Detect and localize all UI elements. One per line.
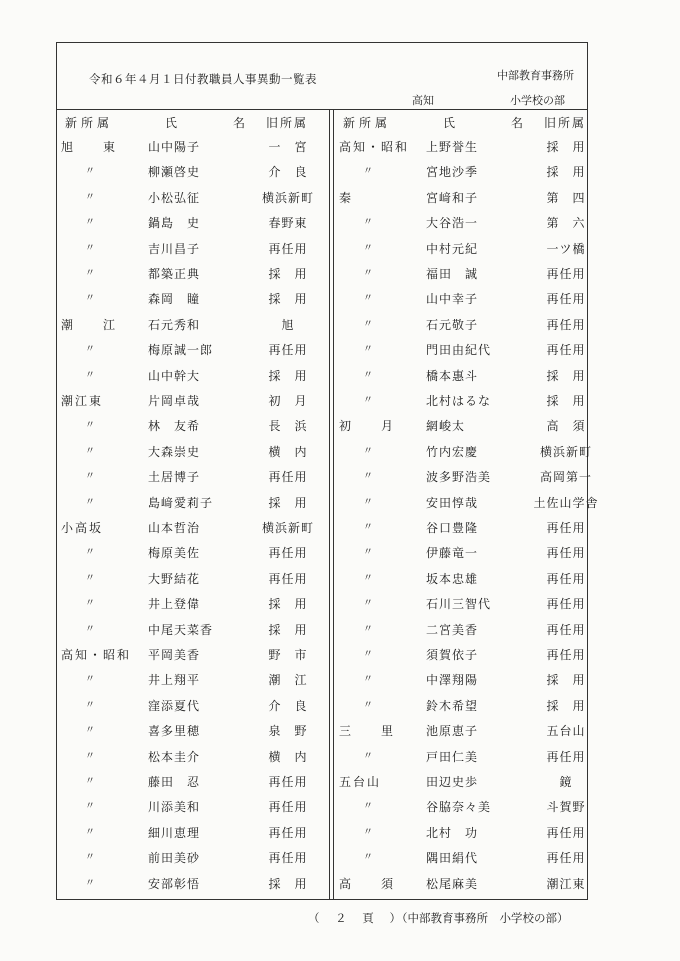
new-post: 〃: [85, 166, 95, 178]
table-row: [61, 668, 327, 692]
teacher-name: 窪添夏代: [148, 698, 201, 713]
new-post: 〃: [363, 445, 373, 457]
teacher-name: 門田由紀代: [426, 343, 492, 358]
teacher-name: 小松弘征: [148, 190, 201, 205]
old-post: 再任用: [546, 292, 586, 307]
table-row: [339, 872, 589, 896]
new-post: 〃: [85, 496, 95, 508]
old-post: 再任用: [268, 571, 308, 586]
teacher-name: 中村元紀: [426, 241, 479, 256]
new-post: 小高坂: [61, 521, 104, 535]
old-post: 横浜新町: [261, 190, 314, 205]
teacher-name: 宮﨑和子: [426, 190, 479, 205]
new-post: 高知・昭和: [339, 140, 410, 154]
new-post: 〃: [363, 750, 373, 762]
new-post: 〃: [85, 725, 95, 737]
teacher-name: 山中幸子: [426, 292, 479, 307]
new-post: 〃: [363, 623, 373, 635]
table-row: [61, 389, 327, 413]
teacher-name: 山中陽子: [148, 140, 201, 154]
new-post: 〃: [85, 445, 95, 457]
teacher-name: 谷口豊隆: [426, 521, 479, 535]
teacher-name: 上野誉生: [426, 140, 479, 154]
table-row: [61, 872, 327, 896]
old-post: 採 用: [546, 165, 586, 180]
teacher-name: 石元秀和: [148, 317, 201, 332]
old-post: 再任用: [546, 851, 586, 866]
table-row: [339, 465, 592, 489]
old-post: 採 用: [546, 698, 586, 713]
teacher-name: 石川三智代: [426, 597, 492, 612]
table-row: [339, 338, 589, 362]
new-post: 〃: [85, 801, 95, 813]
column-header-right: [335, 111, 589, 135]
old-post: 再任用: [268, 851, 308, 866]
old-post: 再任用: [268, 546, 308, 561]
table-row: [61, 618, 327, 642]
teacher-name: 片岡卓哉: [148, 394, 201, 408]
new-post: 〃: [85, 369, 95, 381]
table-row: [339, 694, 589, 718]
old-post: 再任用: [546, 571, 586, 586]
new-post: 〃: [363, 293, 373, 305]
old-post: 再任用: [268, 800, 308, 815]
table-row: [339, 719, 589, 743]
header-name: 氏 名: [165, 116, 268, 130]
teacher-name: 北村 功: [426, 825, 479, 840]
new-post: 高知・昭和: [61, 648, 132, 662]
new-post: 〃: [363, 496, 373, 508]
table-row: [339, 287, 589, 311]
old-post: 春野東: [268, 216, 308, 231]
teacher-name: 鈴木希望: [426, 698, 479, 713]
table-row: [339, 211, 589, 235]
new-post: 〃: [363, 217, 373, 229]
new-post: 〃: [363, 572, 373, 584]
table-row: [339, 770, 589, 794]
table-row: [339, 262, 589, 286]
teacher-name: 伊藤竜一: [426, 546, 479, 561]
region-label: 高知: [412, 94, 434, 107]
table-row: [339, 491, 599, 515]
table-row: [61, 491, 327, 515]
old-post: 再任用: [546, 521, 586, 535]
new-post: 潮江東: [61, 394, 104, 408]
new-post: 〃: [85, 191, 95, 203]
teacher-name: 井上登偉: [148, 597, 201, 612]
table-row: [61, 414, 327, 438]
table-row: [61, 313, 327, 337]
table-row: [339, 846, 589, 870]
new-post: 〃: [363, 318, 373, 330]
teacher-name: 細川恵理: [148, 825, 201, 840]
table-row: [61, 694, 327, 718]
header-old-post: 旧所属: [543, 116, 586, 130]
new-post: 潮 江: [61, 317, 118, 332]
new-post: 〃: [85, 547, 95, 559]
new-post: 〃: [85, 750, 95, 762]
table-row: [61, 846, 327, 870]
table-row: [61, 338, 327, 362]
teacher-name: 宮地沙季: [426, 165, 479, 180]
teacher-name: 前田美砂: [148, 851, 201, 866]
new-post: 〃: [85, 471, 95, 483]
table-row: [61, 541, 327, 565]
old-post: 第 四: [546, 190, 586, 205]
table-row: [339, 389, 589, 413]
new-post: 五台山: [339, 775, 382, 789]
old-post: 再任用: [268, 470, 308, 485]
teacher-name: 池原恵子: [426, 724, 479, 739]
table-row: [339, 567, 589, 591]
old-post: 採 用: [546, 140, 586, 154]
teacher-name: 林 友希: [148, 419, 201, 434]
header-new-post: 新所属: [65, 116, 114, 130]
table-row: [339, 160, 589, 184]
teacher-name: 山本哲治: [148, 521, 201, 535]
table-row: [339, 821, 589, 845]
new-post: 〃: [85, 217, 95, 229]
teacher-name: 山中幹大: [148, 368, 201, 383]
new-post: 〃: [363, 369, 373, 381]
teacher-name: 中尾天菜香: [148, 622, 214, 637]
old-post: 潮 江: [268, 673, 308, 688]
new-post: 三 里: [339, 724, 396, 739]
old-post: 再任用: [546, 622, 586, 637]
table-row: [339, 414, 589, 438]
new-post: 〃: [363, 344, 373, 356]
teacher-name: 安部彰悟: [148, 876, 201, 891]
new-post: 〃: [363, 801, 373, 813]
teacher-name: 鍋島 史: [148, 216, 201, 231]
new-post: 〃: [85, 420, 95, 432]
old-post: 再任用: [546, 825, 586, 840]
teacher-name: 田辺史歩: [426, 775, 479, 789]
old-post: 採 用: [268, 267, 308, 281]
old-post: 初 月: [268, 394, 308, 408]
table-row: [61, 516, 327, 540]
old-post: 横浜新町: [539, 444, 592, 459]
teacher-name: 藤田 忍: [148, 775, 201, 789]
old-post: 横浜新町: [261, 521, 314, 535]
table-row: [61, 237, 327, 261]
table-row: [339, 592, 589, 616]
teacher-name: 森岡 瞳: [148, 292, 201, 307]
teacher-name: 北村はるな: [426, 394, 492, 408]
table-row: [339, 795, 589, 819]
new-post: 〃: [85, 776, 95, 787]
new-post: 〃: [85, 293, 95, 305]
old-post: 高岡第一: [539, 470, 592, 485]
header-old-post: 旧所属: [265, 116, 308, 130]
table-row: [339, 237, 589, 261]
teacher-name: 平岡美香: [148, 648, 201, 662]
teacher-name: 梅原美佐: [148, 546, 201, 561]
old-post: 再任用: [268, 775, 308, 789]
teacher-name: 都築正典: [148, 267, 201, 281]
old-post: 再任用: [546, 597, 586, 612]
old-post: 採 用: [546, 673, 586, 688]
teacher-name: 大谷浩一: [426, 216, 479, 231]
table-row: [61, 567, 327, 591]
table-row: [339, 186, 589, 210]
header-name: 氏 名: [443, 116, 546, 130]
old-post: 再任用: [546, 648, 586, 662]
new-post: 〃: [363, 649, 373, 660]
old-post: 採 用: [268, 597, 308, 612]
old-post: 長 浜: [268, 419, 308, 434]
table-row: [61, 262, 327, 286]
old-post: 旭: [281, 317, 295, 332]
new-post: 〃: [363, 268, 373, 279]
new-post: 〃: [85, 268, 95, 279]
table-row: [339, 541, 589, 565]
table-row: [61, 643, 327, 667]
teacher-name: 須賀依子: [426, 648, 479, 662]
old-post: 採 用: [546, 394, 586, 408]
old-post: 採 用: [268, 292, 308, 307]
teacher-name: 大森崇史: [148, 444, 201, 459]
new-post: 〃: [363, 547, 373, 559]
teacher-name: 喜多里穂: [148, 724, 201, 739]
old-post: 鏡: [559, 775, 573, 789]
header-divider: [57, 109, 587, 110]
column-header-left: [57, 111, 329, 135]
new-post: 〃: [363, 674, 373, 686]
table-row: [61, 719, 327, 743]
new-post: 〃: [85, 598, 95, 610]
teacher-name: 松本圭介: [148, 749, 201, 764]
teacher-name: 波多野浩美: [426, 470, 492, 485]
teacher-name: 中澤翔陽: [426, 673, 479, 688]
new-post: 〃: [363, 395, 373, 406]
new-post: 〃: [85, 242, 95, 254]
office-name: 中部教育事務所: [497, 69, 574, 82]
teacher-name: 網峻太: [426, 419, 466, 434]
table-row: [61, 465, 327, 489]
table-row: [339, 135, 589, 159]
old-post: 一ツ橋: [546, 241, 586, 256]
old-post: 再任用: [268, 825, 308, 840]
old-post: 介 良: [268, 165, 308, 180]
old-post: 土佐山学舎: [533, 495, 599, 510]
teacher-name: 梅原誠一郎: [148, 343, 214, 358]
teacher-name: 大野結花: [148, 571, 201, 586]
table-row: [61, 364, 327, 388]
old-post: 潮江東: [546, 876, 586, 891]
new-post: 〃: [363, 166, 373, 178]
teacher-name: 福田 誠: [426, 267, 479, 281]
new-post: 〃: [85, 344, 95, 356]
old-post: 野 市: [268, 648, 308, 662]
teacher-name: 石元敬子: [426, 317, 479, 332]
old-post: 再任用: [268, 241, 308, 256]
old-post: 第 六: [546, 216, 586, 231]
old-post: 再任用: [546, 546, 586, 561]
new-post: 秦: [339, 190, 354, 205]
old-post: 横 内: [268, 444, 308, 459]
old-post: 再任用: [546, 317, 586, 332]
personnel-table: [56, 42, 599, 900]
new-post: 〃: [363, 826, 373, 838]
table-row: [61, 186, 327, 210]
teacher-name: 谷脇奈々美: [426, 800, 492, 815]
table-row: [339, 745, 589, 769]
new-post: 〃: [85, 852, 95, 864]
old-post: 再任用: [546, 267, 586, 281]
table-row: [339, 643, 589, 667]
new-post: 〃: [363, 852, 373, 864]
table-row: [61, 795, 327, 819]
table-row: [339, 618, 589, 642]
footer-source: （中部教育事務所 小学校の部）: [396, 911, 569, 925]
teacher-name: 坂本忠雄: [426, 571, 479, 586]
teacher-name: 安田惇哉: [426, 495, 479, 510]
teacher-name: 二宮美香: [426, 622, 479, 637]
teacher-name: 松尾麻美: [426, 876, 479, 891]
old-post: 横 内: [268, 749, 308, 764]
new-post: 〃: [85, 623, 95, 635]
old-post: 一 宮: [268, 140, 308, 154]
old-post: 泉 野: [268, 724, 308, 739]
header-new-post: 新所属: [343, 116, 392, 130]
table-row: [61, 135, 327, 159]
new-post: 初 月: [339, 419, 396, 434]
old-post: 採 用: [268, 368, 308, 383]
new-post: 〃: [85, 877, 95, 889]
old-post: 介 良: [268, 698, 308, 713]
table-row: [339, 364, 589, 388]
table-row: [61, 745, 327, 769]
new-post: 高 須: [339, 876, 396, 891]
teacher-name: 川添美和: [148, 800, 201, 815]
teacher-name: 橋本惠斗: [426, 368, 479, 383]
old-post: 採 用: [268, 622, 308, 637]
new-post: 旭 東: [61, 140, 118, 154]
teacher-name: 土居博子: [148, 470, 201, 485]
table-row: [339, 313, 589, 337]
table-row: [61, 440, 327, 464]
new-post: 〃: [85, 674, 95, 686]
old-post: 高 須: [546, 419, 586, 434]
teacher-name: 島﨑愛莉子: [148, 495, 214, 510]
table-row: [61, 770, 327, 794]
old-post: 採 用: [268, 876, 308, 891]
new-post: 〃: [363, 471, 373, 483]
table-row: [339, 668, 589, 692]
table-row: [61, 592, 327, 616]
table-row: [61, 211, 327, 235]
old-post: 再任用: [546, 343, 586, 358]
document-title: 令和６年４月１日付教職員人事異動一覧表: [89, 72, 317, 86]
new-post: 〃: [85, 572, 95, 584]
teacher-name: 井上翔平: [148, 673, 201, 688]
teacher-name: 竹内宏慶: [426, 444, 479, 459]
table-row: [61, 821, 327, 845]
old-post: 五台山: [546, 724, 586, 739]
new-post: 〃: [363, 242, 373, 254]
page-number: （ ２ 頁 ）: [308, 911, 407, 925]
old-post: 再任用: [268, 343, 308, 358]
table-row: [339, 440, 592, 464]
old-post: 採 用: [546, 368, 586, 383]
old-post: 再任用: [546, 749, 586, 764]
teacher-name: 隅田絹代: [426, 851, 479, 866]
teacher-name: 戸田仁美: [426, 749, 479, 764]
old-post: 斗賀野: [546, 800, 586, 815]
new-post: 〃: [85, 826, 95, 838]
section-label: 小学校の部: [510, 94, 565, 107]
new-post: 〃: [85, 699, 95, 711]
new-post: 〃: [363, 522, 373, 533]
old-post: 採 用: [268, 495, 308, 510]
teacher-name: 柳瀬啓史: [148, 165, 201, 180]
table-row: [339, 516, 589, 540]
new-post: 〃: [363, 598, 373, 610]
table-row: [61, 287, 327, 311]
table-row: [61, 160, 327, 184]
teacher-name: 吉川昌子: [148, 241, 201, 256]
new-post: 〃: [363, 699, 373, 711]
